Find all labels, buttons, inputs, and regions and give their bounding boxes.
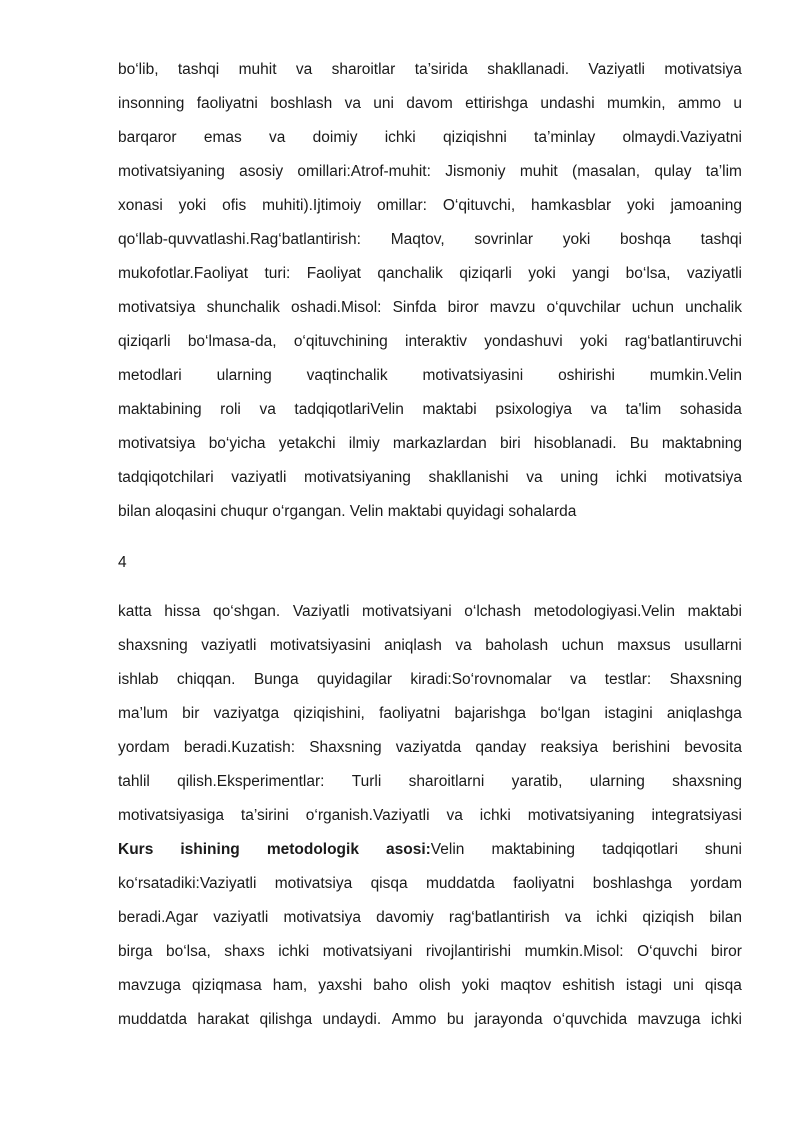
text-word: bo‘lsa, <box>165 943 211 960</box>
text-line <box>118 366 742 386</box>
text-word: mumkin, <box>607 95 666 112</box>
text-word: rag‘batlantirish <box>448 909 550 926</box>
text-word: shaxsning <box>672 773 742 790</box>
text-word: ichki <box>710 1011 742 1028</box>
text-word: Sinfda <box>392 299 437 316</box>
text-word: oshadi.Misol: <box>291 299 382 316</box>
text-word: muhit <box>238 61 277 78</box>
text-word: muhiti).Ijtimoiy <box>262 197 362 214</box>
text-word: quyidagilar <box>317 671 392 688</box>
text-word: yoki <box>579 333 608 350</box>
text-word: qiziqish <box>642 909 695 926</box>
text-word: maktabining <box>491 841 576 858</box>
text-word: uni <box>373 95 394 112</box>
text-word: baholash <box>485 637 549 654</box>
text-word: hissa <box>164 603 201 620</box>
text-word: mavzuga <box>118 977 181 994</box>
text-word: maxsus <box>617 637 671 654</box>
text-word: bo‘yicha <box>208 435 266 452</box>
text-word: boshqa <box>620 231 671 248</box>
text-word: yetakchi <box>278 435 336 452</box>
section-heading-word: Kurs <box>118 841 154 858</box>
text-line <box>118 298 742 318</box>
text-word: muddatda <box>118 1011 187 1028</box>
text-word: o‘qituvchining <box>293 333 388 350</box>
text-word: va <box>269 129 286 146</box>
text-word: ishlab <box>118 671 159 688</box>
text-word: ichki <box>479 807 511 824</box>
section-heading-word: ishining <box>180 841 240 858</box>
text-word: istagi <box>625 977 663 994</box>
text-word: mavzuga <box>637 1011 701 1028</box>
text-word: bo‘lib, <box>118 61 159 78</box>
text-word: maktabi <box>687 603 742 620</box>
text-word: uni <box>673 977 694 994</box>
text-word: metodologiyasi.Velin <box>533 603 676 620</box>
text-word: jamoaning <box>670 197 742 214</box>
text-word: faoliyatni <box>196 95 258 112</box>
text-word: Jismoniy <box>445 163 506 180</box>
text-word: ta’minlay <box>534 129 596 146</box>
text-line <box>118 704 742 724</box>
text-word: boshlashga <box>592 875 672 892</box>
text-word: vaziyatli <box>213 909 269 926</box>
text-word: aniqlashga <box>666 705 742 722</box>
text-word: yangi <box>572 265 610 282</box>
text-word: motivatsiyasiga <box>118 807 224 824</box>
text-word: rag‘batlantiruvchi <box>624 333 742 350</box>
text-word: faoliyatni <box>513 875 575 892</box>
text-word: unchalik <box>685 299 742 316</box>
text-word: vaziyatli <box>201 637 257 654</box>
text-word: ta'lim <box>625 401 662 418</box>
text-word: olmaydi.Vaziyatni <box>622 129 742 146</box>
text-line <box>118 942 742 962</box>
text-word: omillar: <box>377 197 427 214</box>
text-word: testlar: <box>604 671 652 688</box>
text-word: tadqiqotlari <box>602 841 678 858</box>
text-word: motivatsiya <box>274 875 353 892</box>
text-word: Shaxsning <box>669 671 742 688</box>
text-word: maqtov <box>500 977 552 994</box>
text-word: bo‘lsa, <box>625 265 671 282</box>
text-word: Vaziyatli <box>588 61 645 78</box>
text-word: bo‘lgan <box>540 705 591 722</box>
text-word: muhit <box>519 163 558 180</box>
text-word: undashi <box>540 95 595 112</box>
text-word: (masalan, <box>572 163 641 180</box>
text-word: vaziyatli <box>231 469 287 486</box>
text-word: shaxsning <box>118 637 188 654</box>
text-line <box>118 670 742 690</box>
text-word: psixologiya <box>495 401 573 418</box>
text-word: oshirishi <box>558 367 615 384</box>
text-word: Bu <box>629 435 649 452</box>
text-word: biror <box>710 943 742 960</box>
text-word: ofis <box>222 197 247 214</box>
text-word: metodlari <box>118 367 182 384</box>
text-line: bilan aloqasini chuqur o‘rgangan. Velin maktabi quyidagi sohalarda <box>118 503 577 520</box>
text-word: beradi.Kuzatish: <box>183 739 296 756</box>
text-word: o‘quvchilar <box>546 299 621 316</box>
text-word: maktabning <box>661 435 742 452</box>
text-line <box>118 196 742 216</box>
text-word: tashqi <box>177 61 220 78</box>
text-word: aniqlash <box>384 637 442 654</box>
text-word: bevosita <box>684 739 742 756</box>
text-line <box>118 806 742 826</box>
text-word: davomiy <box>376 909 434 926</box>
text-word: sohasida <box>679 401 742 418</box>
text-word: istagini <box>604 705 653 722</box>
text-word: yoki <box>562 231 591 248</box>
text-word: integratsiyasi <box>651 807 742 824</box>
text-word: turi: <box>264 265 291 282</box>
text-word: biri <box>499 435 521 452</box>
text-word: yondashuvi <box>484 333 563 350</box>
text-line <box>118 162 742 182</box>
text-line <box>118 230 742 250</box>
text-word: ta’lim <box>705 163 742 180</box>
text-word: baho <box>373 977 408 994</box>
text-word: ma’lum <box>118 705 168 722</box>
text-word: motivatsiya <box>664 61 742 78</box>
text-word: qo‘shgan. <box>213 603 281 620</box>
text-word: ta’sirida <box>414 61 468 78</box>
text-word: vaqtinchalik <box>306 367 388 384</box>
text-word: boshlash <box>270 95 333 112</box>
text-word: motivatsiyani <box>362 603 452 620</box>
text-word: chiqqan. <box>176 671 236 688</box>
text-word: markazlardan <box>392 435 487 452</box>
text-word: va <box>446 807 463 824</box>
text-word: yaratib, <box>511 773 563 790</box>
page-number: 4 <box>118 554 127 571</box>
text-word: qulay <box>654 163 692 180</box>
text-line <box>118 264 742 284</box>
text-word: Shaxsning <box>309 739 382 756</box>
text-word: sovrinlar <box>474 231 533 248</box>
text-word: doimiy <box>312 129 358 146</box>
text-word: motivatsiyaning <box>118 163 225 180</box>
text-word: yoki <box>461 977 490 994</box>
text-word: eshitish <box>562 977 615 994</box>
text-line <box>118 636 742 656</box>
text-word: va <box>295 61 313 78</box>
text-line <box>118 1010 742 1030</box>
text-word: o‘rganish.Vaziyatli <box>305 807 430 824</box>
text-word: katta <box>118 603 152 620</box>
text-line <box>118 128 742 148</box>
text-word: faoliyatni <box>379 705 441 722</box>
text-word: Vaziyatli <box>292 603 350 620</box>
text-word: qiziqarli <box>459 265 512 282</box>
text-word: va <box>259 401 276 418</box>
text-word: qiziqarli <box>118 333 171 350</box>
text-word: rivojlantirishi <box>425 943 512 960</box>
text-word: yoki <box>627 197 655 214</box>
text-word: qiziqmasa <box>191 977 262 994</box>
text-word: yoki <box>178 197 207 214</box>
text-word: insonning <box>118 95 185 112</box>
text-word: qanchalik <box>377 265 443 282</box>
text-line <box>118 840 742 860</box>
text-word: tadqiqotchilari <box>118 469 214 486</box>
text-word: hisoblanadi. <box>533 435 617 452</box>
text-word: qo‘llab-quvvatlashi.Rag‘batlantirish: <box>118 231 361 248</box>
text-word: interaktiv <box>405 333 468 350</box>
text-word: bir <box>182 705 200 722</box>
text-word <box>386 840 464 860</box>
text-word: ettirishga <box>465 95 529 112</box>
text-word: ularning <box>589 773 645 790</box>
text-word: mukofotlar.Faoliyat <box>118 265 249 282</box>
text-word: undaydi. <box>322 1011 382 1028</box>
text-word: qilishga <box>259 1011 313 1028</box>
text-word: ta’sirini <box>240 807 289 824</box>
text-word: usullarni <box>684 637 742 654</box>
text-word: reaksiya <box>540 739 599 756</box>
text-word: qiziqishni <box>443 129 507 146</box>
text-line <box>118 772 742 792</box>
text-word: ichki <box>596 909 628 926</box>
text-word: shakllanishi <box>428 469 509 486</box>
text-word: qisqa <box>370 875 408 892</box>
section-heading-word: asosi: <box>385 841 431 858</box>
text-word: Faoliyat <box>306 265 361 282</box>
text-line <box>118 908 742 928</box>
text-word: berishini <box>612 739 671 756</box>
text-line <box>118 434 742 454</box>
text-word: muddatda <box>425 875 495 892</box>
text-word: mumkin.Velin <box>649 367 742 384</box>
text-word: shakllanadi. <box>487 61 570 78</box>
text-word: motivatsiyani <box>322 943 413 960</box>
text-line <box>118 468 742 488</box>
text-word: bo‘lmasa-da, <box>187 333 277 350</box>
text-word: shaxs <box>224 943 265 960</box>
text-word: maktabi <box>422 401 477 418</box>
text-word: tashqi <box>700 231 742 248</box>
text-word: motivatsiya <box>118 435 196 452</box>
text-word: maktabining <box>118 401 202 418</box>
text-word: davom <box>406 95 453 112</box>
text-word: kiradi:So‘rovnomalar <box>410 671 552 688</box>
text-word: emas <box>203 129 242 146</box>
text-word: va <box>590 401 607 418</box>
text-word: tadqiqotlariVelin <box>294 401 404 418</box>
text-line <box>118 738 742 758</box>
text-line <box>118 400 742 420</box>
text-word: ilmiy <box>348 435 380 452</box>
text-word: bajarishga <box>454 705 526 722</box>
text-word: ham, <box>272 977 308 994</box>
text-word: O‘qituvchi, <box>442 197 516 214</box>
text-word: motivatsiyasini <box>422 367 524 384</box>
text-word: vaziyatga <box>213 705 280 722</box>
text-word: shuni <box>704 841 742 858</box>
text-word: bu <box>446 1011 465 1028</box>
text-word: xonasi <box>118 197 163 214</box>
text-word: hamkasblar <box>531 197 612 214</box>
text-word: ichki <box>615 469 647 486</box>
text-word: uchun <box>631 299 674 316</box>
text-word: mumkin.Misol: <box>524 943 624 960</box>
text-word: Maqtov, <box>390 231 445 248</box>
text-line <box>118 874 742 894</box>
text-word: Bunga <box>253 671 299 688</box>
text-line <box>118 60 742 80</box>
text-word: motivatsiya <box>118 299 196 316</box>
text-word: vaziyatda <box>395 739 462 756</box>
text-word: motivatsiyaning <box>527 807 635 824</box>
text-word: sharoitlar <box>331 61 396 78</box>
text-word: omillari:Atrof-muhit: <box>297 163 431 180</box>
text-word: va <box>344 95 361 112</box>
text-word: mavzu <box>489 299 536 316</box>
text-word: Turli <box>351 773 382 790</box>
text-word: harakat <box>197 1011 250 1028</box>
text-line <box>118 94 742 114</box>
text-word: tahlil <box>118 773 150 790</box>
text-line <box>118 976 742 996</box>
text-word: uning <box>560 469 599 486</box>
text-word: va <box>564 909 582 926</box>
text-word: uchun <box>561 637 604 654</box>
text-word: roli <box>220 401 241 418</box>
text-word: ichki <box>278 943 310 960</box>
text-word: o‘lchash <box>464 603 522 620</box>
text-word: biror <box>447 299 479 316</box>
text-word: va <box>569 671 587 688</box>
text-word: o‘quvchida <box>553 1011 628 1028</box>
text-word: ammo <box>677 95 721 112</box>
text-word: motivatsiya <box>283 909 361 926</box>
text-line <box>118 602 742 622</box>
text-word: u <box>733 95 742 112</box>
text-word: yordam <box>118 739 170 756</box>
text-word: Ammo <box>391 1011 437 1028</box>
text-word: asosiy <box>239 163 284 180</box>
text-word: motivatsiyasini <box>269 637 371 654</box>
text-word: yordam <box>690 875 742 892</box>
section-heading-word: metodologik <box>266 841 359 858</box>
text-word: yaxshi <box>318 977 363 994</box>
text-word: va <box>455 637 472 654</box>
text-word: motivatsiya <box>664 469 742 486</box>
text-word: birga <box>118 943 153 960</box>
text-word: ko‘rsatadiki:Vaziyatli <box>118 875 257 892</box>
text-word: va <box>526 469 543 486</box>
text-word: motivatsiyaning <box>304 469 411 486</box>
text-word: Velin <box>430 841 465 858</box>
text-word: vaziyatli <box>686 265 742 282</box>
text-word: bilan <box>709 909 742 926</box>
text-line <box>118 332 742 352</box>
text-word: olish <box>418 977 451 994</box>
text-word: O‘quvchi <box>637 943 698 960</box>
text-word: jarayonda <box>474 1011 543 1028</box>
text-word: ichki <box>384 129 416 146</box>
text-word: ularning <box>216 367 272 384</box>
text-word: yoki <box>528 265 556 282</box>
text-word: qilish.Eksperimentlar: <box>177 773 325 790</box>
text-word: qiziqishini, <box>293 705 365 722</box>
text-word: beradi.Agar <box>118 909 199 926</box>
text-word: qanday <box>475 739 527 756</box>
text-word: shunchalik <box>206 299 280 316</box>
text-word: qisqa <box>704 977 742 994</box>
text-word: barqaror <box>118 129 177 146</box>
text-word: sharoitlarni <box>408 773 485 790</box>
